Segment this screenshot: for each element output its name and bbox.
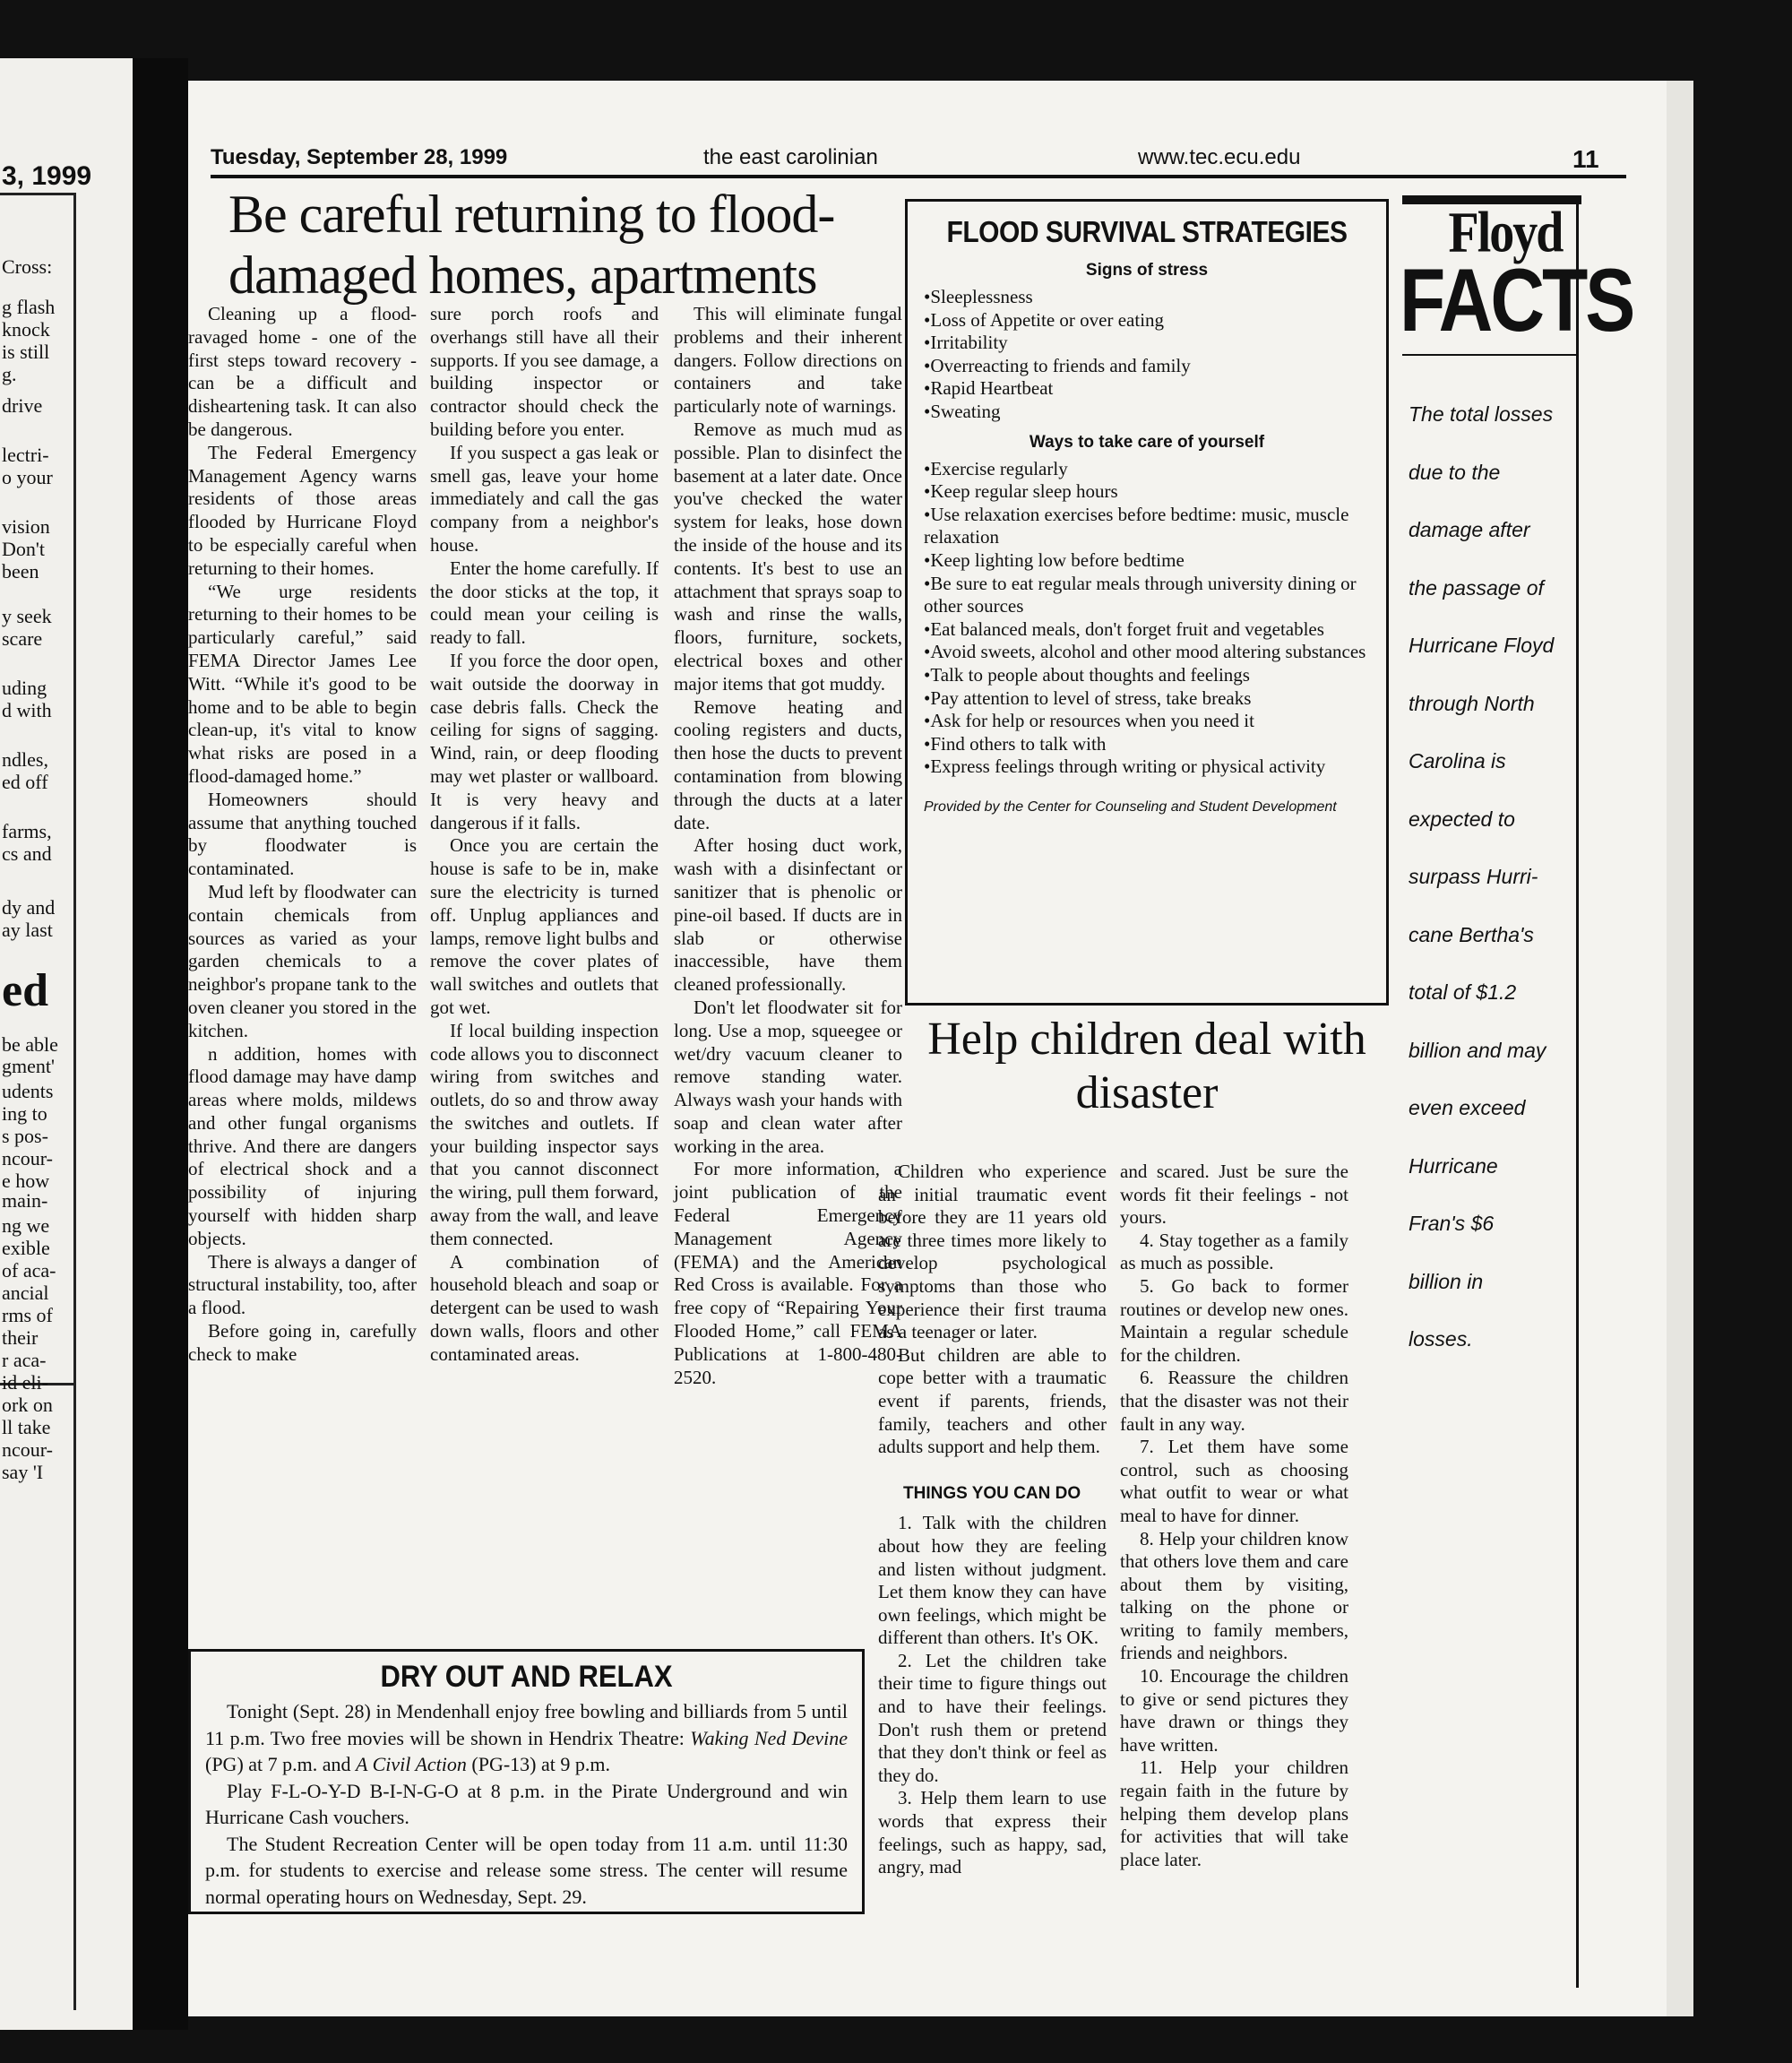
dry-out-paragraph-1 (205, 1698, 848, 1778)
right-page-edge (1667, 81, 1693, 2016)
care-list (924, 458, 1370, 779)
prev-page-fragment: ing to (2, 1102, 47, 1125)
prev-page-fragment: dy and (2, 896, 56, 919)
flood-box-title: FLOOD SURVIVAL STRATEGIES (946, 216, 1348, 249)
paragraph: But children are able to cope better with a traumatic event if parents, friends, family, teachers and other adults support and help them. (878, 1343, 1107, 1458)
list-item: • Sleeplessness (924, 286, 1370, 309)
floyd-facts-rule (1402, 354, 1577, 356)
floyd-facts-line: surpass Hurri- (1409, 865, 1538, 888)
paragraph: If local building inspection code allows you to disconnect wiring from switches and outlets, do so and throw away the switches and outlets. If your building inspector says that you cannot disconnect the wiring, pull them forward, away from the wall, and leave them connected. (430, 1019, 659, 1249)
prev-page-fragment: their (2, 1326, 39, 1349)
prev-page-fragment: y seek (2, 605, 52, 627)
prev-page-fragment: o your (2, 466, 53, 488)
paragraph: This will eliminate fungal problems and their inherent dangers. Follow directions on containers and take particularly note of warnings. (674, 303, 902, 418)
floyd-facts-line: The total losses (1409, 402, 1554, 426)
prev-page-fragment: knock (2, 318, 50, 341)
list-item: • Sweating (924, 401, 1370, 424)
paragraph: 8. Help your children know that others love them and care about them by visiting, talking on the phone or writing to family members, friends and neighbors. (1120, 1527, 1348, 1664)
children-article-column-2 (1120, 1161, 1348, 1871)
list-item: • Keep regular sleep hours (924, 480, 1370, 504)
prev-page-column-rule (73, 193, 76, 1385)
children-article-column-1 (878, 1161, 1107, 1879)
floyd-facts-line: total of $1.2 (1409, 980, 1517, 1004)
main-article-column-1 (188, 303, 417, 1367)
floyd-facts-line: the passage of (1409, 575, 1544, 600)
flood-survival-box (905, 199, 1389, 1006)
list-item: • Use relaxation exercises before bedtime: music, muscle relaxation (924, 504, 1370, 549)
paragraph: 5. Go back to former routines or develop new ones. Maintain a regular schedule for the children. (1120, 1274, 1348, 1366)
prev-page-fragment: been (2, 560, 39, 583)
paragraph: 2. Let the children take their time to figure things out and to have their feelings. Don't rush them or pretend that they don't think or feel as they do. (878, 1649, 1107, 1786)
floyd-facts-line: even exceed (1409, 1096, 1526, 1119)
folio-page-number: 11 (1572, 145, 1599, 173)
dry-out-paragraph-3: The Student Recreation Center will be open today from 11 a.m. until 11:30 p.m. for students to exercise and release some stress. The center will resume normal operating hours on Wednesday, Sept. 29. (205, 1832, 848, 1908)
care-heading: Ways to take care of yourself (1029, 432, 1265, 452)
floyd-facts-line: through North (1409, 691, 1535, 715)
folio (211, 145, 1613, 176)
prev-page-fragment: id eli- (2, 1371, 48, 1394)
prev-page-fragment: farms, (2, 820, 52, 842)
paragraph: Enter the home carefully. If the door sticks at the top, it could mean your ceiling is ready to fall. (430, 557, 659, 649)
list-item: • Overreacting to friends and family (924, 355, 1370, 378)
paragraph: 10. Encourage the children to give or send pictures they have drawn or things they have written. (1120, 1665, 1348, 1756)
paragraph: For more information, a joint publication of the Federal Emergency Management Agency (FEMA) and the American Red Cross is available. For a free copy of “Repairing Your Flooded Home,” call FEMA Publications at 1-800-480-2520. (674, 1158, 902, 1388)
prev-page-fragment: scare (2, 627, 43, 650)
list-item: • Keep lighting low before bedtime (924, 549, 1370, 573)
list-item: • Exercise regularly (924, 458, 1370, 481)
movie-title: Waking Ned Devine (690, 1726, 849, 1749)
prev-page-fragment: say 'I (2, 1461, 44, 1483)
paragraph: 3. Help them learn to use words that express their feelings, such as happy, sad, angry, mad (878, 1787, 1107, 1878)
paragraph: Children who experience an initial traumatic event before they are 11 years old are three times more likely to develop psychological symptoms than those who experience their first trauma as a teenager or later. (878, 1161, 1107, 1343)
main-headline: Be careful returning to flood-damaged homes, apartments (228, 185, 835, 305)
stress-heading: Signs of stress (1085, 261, 1209, 280)
floyd-facts-line: cane Bertha's (1409, 922, 1534, 946)
dry-out-paragraph-2: Play F-L-O-Y-D B-I-N-G-O at 8 p.m. in the Pirate Underground and win Hurricane Cash vouchers. (205, 1779, 848, 1828)
paragraph: Mud left by floodwater can contain chemicals from sources as varied as your garden chemicals to a neighbor's propane tank to the oven cleaner you stored in the kitchen. (188, 880, 417, 1041)
folio-date: Tuesday, September 28, 1999 (211, 145, 508, 169)
paragraph: 11. Help your children regain faith in the future by helping them develop plans for activities that will take place later. (1120, 1757, 1348, 1870)
floyd-facts-title-facts: FACTS (1400, 250, 1633, 350)
prev-page-fragment: Don't (2, 538, 45, 560)
paragraph: sure porch roofs and overhangs still have all their supports. If you see damage, a building inspector or contractor should check the building before you enter. (430, 303, 659, 440)
prev-page-fragment: ay last (2, 919, 53, 941)
paragraph: 6. Reassure the children that the disaster was not their fault in any way. (1120, 1367, 1348, 1435)
prev-page-fragment: e how (2, 1170, 50, 1192)
paragraph: A combination of household bleach and soap or detergent can be used to wash down walls, floors and other contaminated areas. (430, 1250, 659, 1365)
prev-page-fragment: ll take (2, 1416, 51, 1438)
paragraph: 4. Stay together as a family as much as possible. (1120, 1229, 1348, 1274)
prev-page-date: 3, 1999 (2, 161, 92, 191)
paragraph: 7. Let them have some control, such as choosing what outfit to wear or what meal to have for dinner. (1120, 1436, 1348, 1526)
list-item: • Express feelings through writing or physical activity (924, 755, 1370, 779)
paragraph: Cleaning up a flood-ravaged home - one of the first steps toward recovery - can be a difficult and disheartening task. It can also be dangerous. (188, 303, 417, 440)
paragraph: Before going in, carefully check to make (188, 1320, 417, 1365)
main-article-column-3 (674, 303, 902, 1389)
prev-page-fragment: rms of (2, 1304, 53, 1326)
paragraph: “We urge residents returning to their homes to be particularly careful,” said FEMA Director James Lee Witt. “While it's good to be home and to be able to begin clean-up, it's vital to know what risks are posed in a flood-damaged home.” (188, 580, 417, 787)
prev-page-fragment: ncour- (2, 1438, 53, 1461)
prev-page-fragment: main- (2, 1189, 48, 1212)
list-item: • Eat balanced meals, don't forget fruit and vegetables (924, 618, 1370, 642)
page-binding (133, 58, 188, 2030)
list-item: • Irritability (924, 332, 1370, 355)
text-span: Tonight (Sept. 28) in Mendenhall enjoy free bowling and billiards from 5 until 11 p.m. Two free movies will be shown in Hendrix Theatre: (205, 1700, 848, 1749)
dry-out-box (188, 1649, 865, 1914)
prev-page-column-rule (73, 1383, 76, 2010)
prev-page-fragment: ork on (2, 1394, 53, 1416)
dry-out-title: DRY OUT AND RELAX (380, 1659, 673, 1694)
prev-page-fragment: is still (2, 341, 50, 363)
floyd-facts-title-floyd: Floyd (1448, 201, 1563, 265)
floyd-facts-line: Hurricane Floyd (1409, 634, 1555, 657)
folio-rule (211, 175, 1626, 178)
prev-page-fragment: ncour- (2, 1147, 53, 1170)
prev-page-fragment: d with (2, 699, 52, 721)
paragraph: Homeowners should assume that anything touched by floodwater is contaminated. (188, 788, 417, 880)
previous-page-strip (0, 58, 133, 2030)
list-item: • Loss of Appetite or over eating (924, 309, 1370, 332)
stress-list (924, 286, 1370, 424)
prev-page-fragment: ndles, (2, 748, 48, 771)
prev-page-rule (0, 193, 76, 195)
prev-page-fragment: of aca- (2, 1259, 56, 1282)
prev-page-fragment: gment' (2, 1055, 55, 1077)
prev-page-fragment: drive (2, 394, 43, 417)
list-item: • Avoid sweets, alcohol and other mood altering substances (924, 641, 1370, 664)
prev-page-fragment: ed (2, 965, 48, 1016)
prev-page-fragment: Cross: (2, 255, 53, 278)
prev-page-fragment: g. (2, 363, 17, 385)
paragraph: The Federal Emergency Management Agency warns residents of those areas flooded by Hurricane Floyd to be especially careful when returning to their homes. (188, 441, 417, 579)
list-item: • Be sure to eat regular meals through university dining or other sources (924, 573, 1370, 618)
prev-page-fragment: ancial (2, 1282, 49, 1304)
list-item: • Pay attention to level of stress, take breaks (924, 687, 1370, 711)
flood-box-credit: Provided by the Center for Counseling and Student Development (924, 798, 1337, 815)
prev-page-fragment: ng we (2, 1214, 50, 1237)
prev-page-fragment: uding (2, 677, 47, 699)
paragraph: There is always a danger of structural instability, too, after a flood. (188, 1250, 417, 1319)
movie-title: A Civil Action (356, 1753, 467, 1775)
floyd-facts-line: damage after (1409, 518, 1530, 541)
text-span: (PG-13) at 9 p.m. (466, 1753, 610, 1775)
newspaper-page (188, 81, 1667, 2016)
prev-page-fragment: r aca- (2, 1349, 47, 1371)
paragraph: Don't let floodwater sit for long. Use a mop, squeegee or wet/dry vacuum cleaner to remove standing water. Always wash your hands with soap and clean water after working in the area. (674, 996, 902, 1157)
list-item: • Rapid Heartbeat (924, 377, 1370, 401)
prev-page-fragment: cs and (2, 842, 52, 865)
paragraph: and scared. Just be sure the words fit their feelings - not yours. (1120, 1161, 1348, 1229)
paragraph: After hosing duct work, wash with a disinfectant or sanitizer that is phenolic or pine-oil based. If ducts are in slab or otherwise inaccessible, have them cleaned professionally. (674, 834, 902, 996)
paragraph: Remove as much mud as possible. Plan to disinfect the basement at a later date. Once you've checked the water system for leaks, hose down the inside of the house and its contents. It's best to use an attachment that sprays soap to wash and rinse the walls, floors, furniture, sockets, electrical boxes and other major items that got muddy. (674, 418, 902, 695)
paragraph: If you force the door open, wait outside the doorway in case debris falls. Check the ceiling for signs of sagging. Wind, rain, or deep flooding may wet plaster or wallboard. It is very heavy and dangerous if it falls. (430, 649, 659, 833)
list-item: • Find others to talk with (924, 733, 1370, 756)
paragraph: Once you are certain the house is safe to be in, make sure the electricity is turned off. Unplug appliances and lamps, remove light bulbs and remove the cover plates of wall switches and outlets that got wet. (430, 834, 659, 1018)
prev-page-fragment: exible (2, 1237, 50, 1259)
floyd-facts-line: due to the (1409, 460, 1501, 484)
prev-page-fragment: g flash (2, 296, 56, 318)
prev-page-fragment: vision (2, 515, 50, 538)
paragraph: If you suspect a gas leak or smell gas, leave your home immediately and call the gas company from a neighbor's house. (430, 441, 659, 556)
folio-paper-name: the east carolinian (703, 145, 878, 169)
paragraph: 1. Talk with the children about how they are feeling and listen without judgment. Let them know they can have own feelings, which might be different than others. It's OK. (878, 1512, 1107, 1649)
paragraph: Remove heating and cooling registers and ducts, then hose the ducts to prevent contamination from blowing through the ducts at a later date. (674, 695, 902, 833)
folio-url: www.tec.ecu.edu (1138, 145, 1301, 169)
floyd-facts-line: Carolina is (1409, 749, 1506, 773)
list-item: • Talk to people about thoughts and feelings (924, 664, 1370, 687)
prev-page-fragment: s pos- (2, 1125, 48, 1147)
floyd-facts-line: Hurricane (1409, 1153, 1498, 1178)
prev-page-fragment: lectri- (2, 444, 49, 466)
prev-page-fragment: udents (2, 1080, 54, 1102)
children-headline: Help children deal with disaster (927, 1014, 1366, 1118)
prev-page-fragment: ed off (2, 771, 48, 793)
prev-page-fragment: be able (2, 1033, 58, 1056)
main-article-column-2 (430, 303, 659, 1367)
floyd-facts-line: expected to (1409, 807, 1515, 831)
floyd-facts-line: Fran's $6 (1409, 1212, 1495, 1235)
floyd-facts-text (1409, 385, 1570, 1368)
floyd-facts-line: losses. (1409, 1327, 1473, 1351)
paragraph: n addition, homes with flood damage may have damp areas where molds, mildews and other fungal organisms thrive. And there are dangers of electrical shock and a possibility of injuring yourself with hidden sharp objects. (188, 1042, 417, 1249)
things-you-can-do-subhead: THINGS YOU CAN DO (903, 1483, 1081, 1503)
floyd-facts-line: billion and may (1409, 1038, 1546, 1062)
list-item: • Ask for help or resources when you need it (924, 710, 1370, 733)
text-span: (PG) at 7 p.m. and (205, 1753, 357, 1775)
floyd-facts-column-rule (1576, 204, 1579, 1988)
floyd-facts-line: billion in (1409, 1269, 1484, 1293)
